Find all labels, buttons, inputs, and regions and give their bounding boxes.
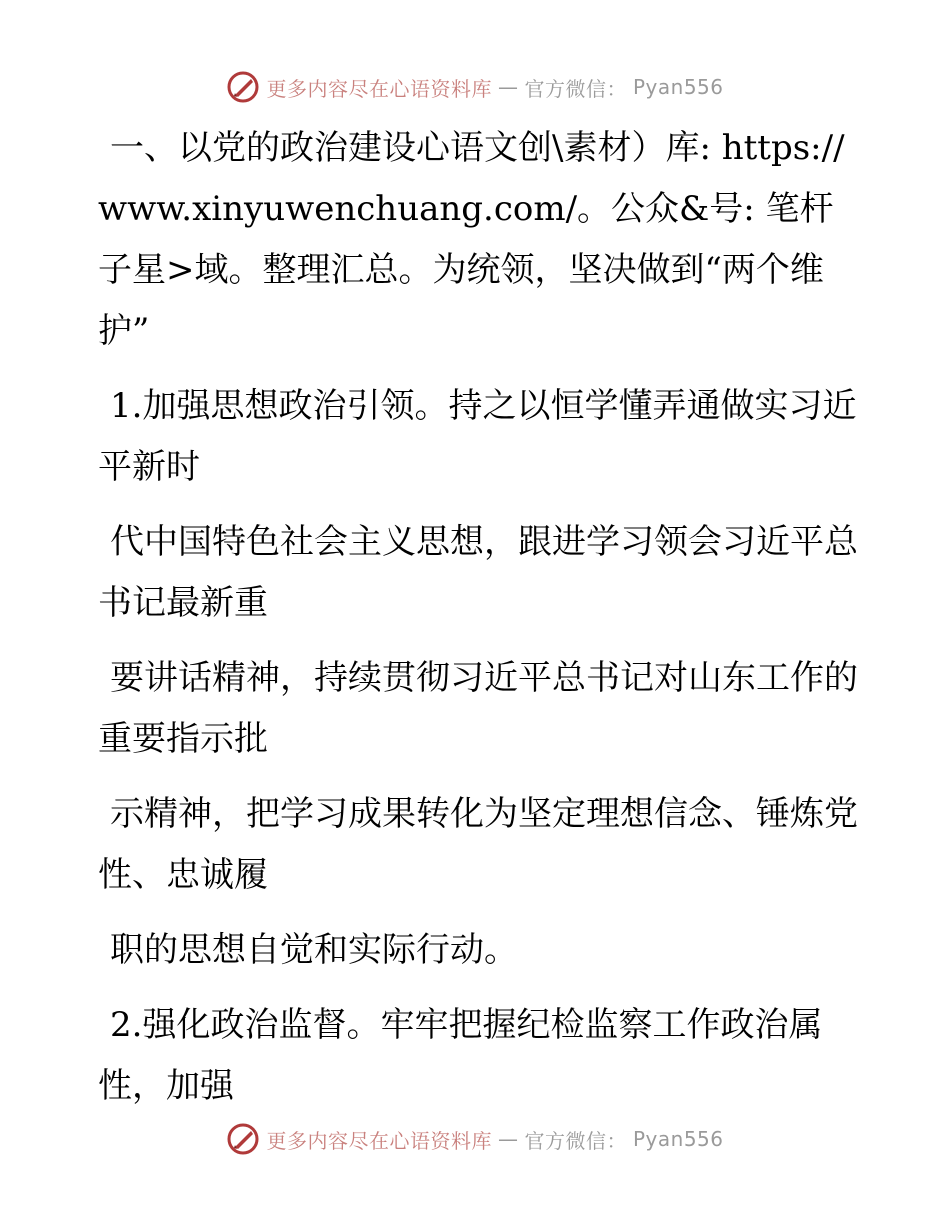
- quill-logo-icon: [226, 1122, 260, 1156]
- paragraph-item-1-line-1: 1.加强思想政治引领。持之以恒学懂弄通做实习近平新时: [98, 386, 857, 487]
- watermark-wechat-id: Pyan556: [632, 75, 724, 99]
- paragraph-item-1-line-2: 代中国特色社会主义思想，跟进学习领会习近平总书记最新重: [98, 522, 858, 623]
- watermark-promo-text: 更多内容尽在心语资料库: [266, 1128, 492, 1153]
- watermark-wechat-id: Pyan556: [632, 1127, 724, 1151]
- paragraph-heading-1: 一、以党的政治建设心语文创\素材）库: https://www.xinyuwenchuang.com/。公众&号: 笔杆子星>域。整理汇总。为统领，坚决做到“两个维护”: [98, 128, 845, 351]
- quill-logo-icon: [226, 70, 260, 104]
- watermark-promo-text: 更多内容尽在心语资料库: [266, 76, 492, 101]
- paragraph-item-1-line-4: 示精神，把学习成果转化为坚定理想信念、锤炼党性、忠诚履: [98, 794, 858, 895]
- watermark-separator: —: [497, 75, 519, 99]
- watermark-separator: —: [497, 1127, 519, 1151]
- paragraph-item-1-line-5: 职的思想自觉和实际行动。: [110, 930, 518, 970]
- header-watermark: [0, 70, 950, 104]
- footer-watermark: [0, 1122, 950, 1156]
- paragraph-item-2-line-1: 2.强化政治监督。牢牢把握纪检监察工作政治属性，加强: [98, 1005, 823, 1106]
- paragraph-item-1-line-3: 要讲话精神，持续贯彻习近平总书记对山东工作的重要指示批: [98, 658, 858, 759]
- watermark-wechat-label: 官方微信：: [524, 1128, 627, 1153]
- watermark-wechat-label: 官方微信：: [524, 76, 627, 101]
- document-body: [98, 118, 858, 1131]
